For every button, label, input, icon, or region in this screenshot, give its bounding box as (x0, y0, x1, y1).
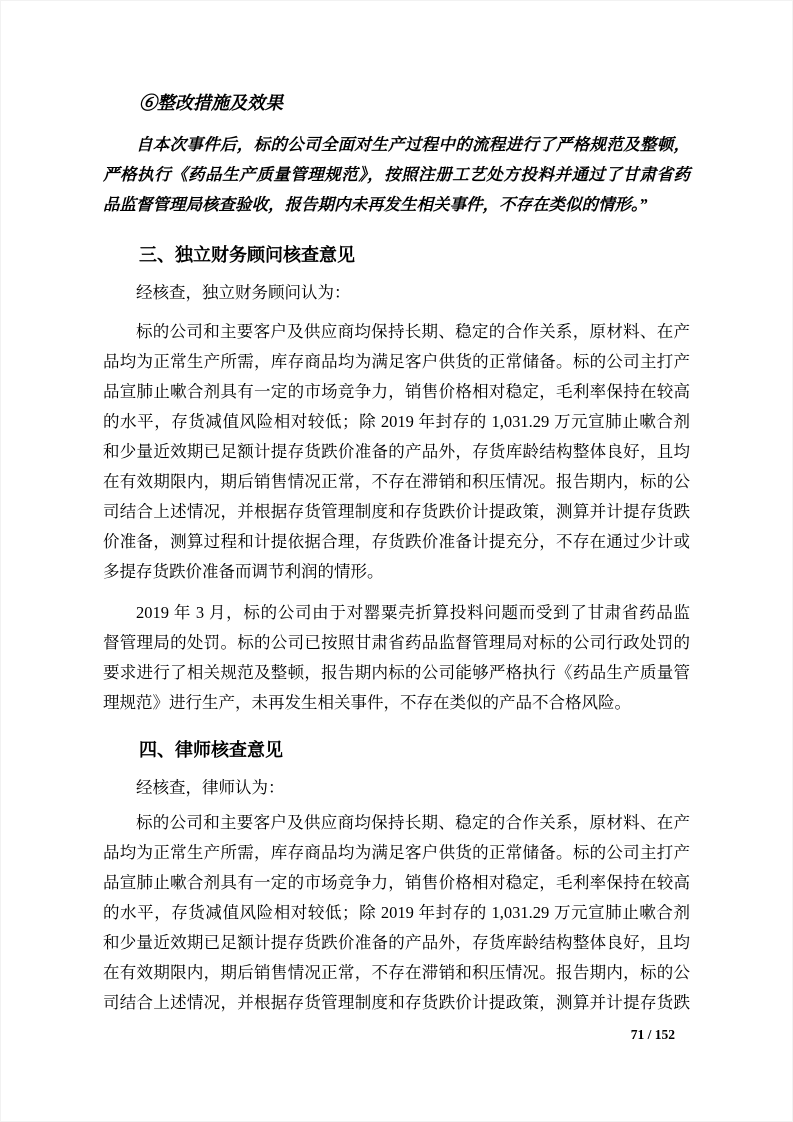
text-line: 的水平，存货减值风险相对较低；除 2019 年封存的 1,031.29 万元宣肺止嗽合剂 (103, 412, 690, 431)
section3-heading: 三、独立财务顾问核查意见 (139, 245, 355, 265)
page-number: 71 / 152 (630, 1027, 675, 1042)
quote-paragraph (103, 130, 690, 220)
quote-subheading-rectification: ⑥整改措施及效果 (139, 93, 283, 113)
text-line: 和少量近效期已足额计提存货跌价准备的产品外，存货库龄结构整体良好，且均 (103, 933, 690, 952)
text-line: 标的公司和主要客户及供应商均保持长期、稳定的合作关系，原材料、在产 (136, 322, 690, 341)
section4-heading: 四、律师核查意见 (139, 740, 283, 760)
text-line: 要求进行了相关规范及整顿，报告期内标的公司能够严格执行《药品生产质量管 (103, 663, 690, 682)
text-line: 理规范》进行生产，未再发生相关事件，不存在类似的产品不合格风险。 (103, 693, 631, 712)
text-line: 在有效期限内，期后销售情况正常，不存在滞销和积压情况。报告期内，标的公 (103, 963, 690, 982)
text-line: 品宣肺止嗽合剂具有一定的市场竞争力，销售价格相对稳定，毛利率保持在较高 (103, 873, 690, 892)
section4-paragraph-1 (103, 808, 690, 1018)
text-line: 品均为正常生产所需，库存商品均为满足客户供货的正常储备。标的公司主打产 (103, 843, 690, 862)
text-line: 品均为正常生产所需，库存商品均为满足客户供货的正常储备。标的公司主打产 (103, 352, 690, 371)
section4-intro: 经核查，律师认为： (136, 778, 285, 797)
section3-paragraph-1 (103, 317, 690, 587)
text-line: 品监督管理局核查验收，报告期内未再发生相关事件，不存在类似的情形。” (103, 195, 648, 214)
text-line: 标的公司和主要客户及供应商均保持长期、稳定的合作关系，原材料、在产 (136, 813, 690, 832)
text-line: 自本次事件后，标的公司全面对生产过程中的流程进行了严格规范及整顿， (136, 135, 690, 154)
text-line: 督管理局的处罚。标的公司已按照甘肃省药品监督管理局对标的公司行政处罚的 (103, 633, 690, 652)
text-line: 2019 年 3 月，标的公司由于对罂粟壳折算投料问题而受到了甘肃省药品监 (136, 603, 690, 622)
text-line: 和少量近效期已足额计提存货跌价准备的产品外，存货库龄结构整体良好，且均 (103, 442, 690, 461)
text-line: 司结合上述情况，并根据存货管理制度和存货跌价计提政策，测算并计提存货跌 (103, 502, 690, 521)
section3-intro: 经核查，独立财务顾问认为： (136, 283, 351, 302)
section3-paragraph-2 (103, 598, 690, 718)
text-line: 价准备，测算过程和计提依据合理，存货跌价准备计提充分，不存在通过少计或 (103, 532, 690, 551)
text-line: 品宣肺止嗽合剂具有一定的市场竞争力，销售价格相对稳定，毛利率保持在较高 (103, 382, 690, 401)
text-line: 多提存货跌价准备而调节利润的情形。 (103, 562, 384, 581)
text-line: 严格执行《药品生产质量管理规范》，按照注册工艺处方投料并通过了甘肃省药 (103, 165, 690, 184)
text-line: 司结合上述情况，并根据存货管理制度和存货跌价计提政策，测算并计提存货跌 (103, 993, 690, 1012)
text-line: 在有效期限内，期后销售情况正常，不存在滞销和积压情况。报告期内，标的公 (103, 472, 690, 491)
text-line: 的水平，存货减值风险相对较低；除 2019 年封存的 1,031.29 万元宣肺止嗽合剂 (103, 903, 690, 922)
